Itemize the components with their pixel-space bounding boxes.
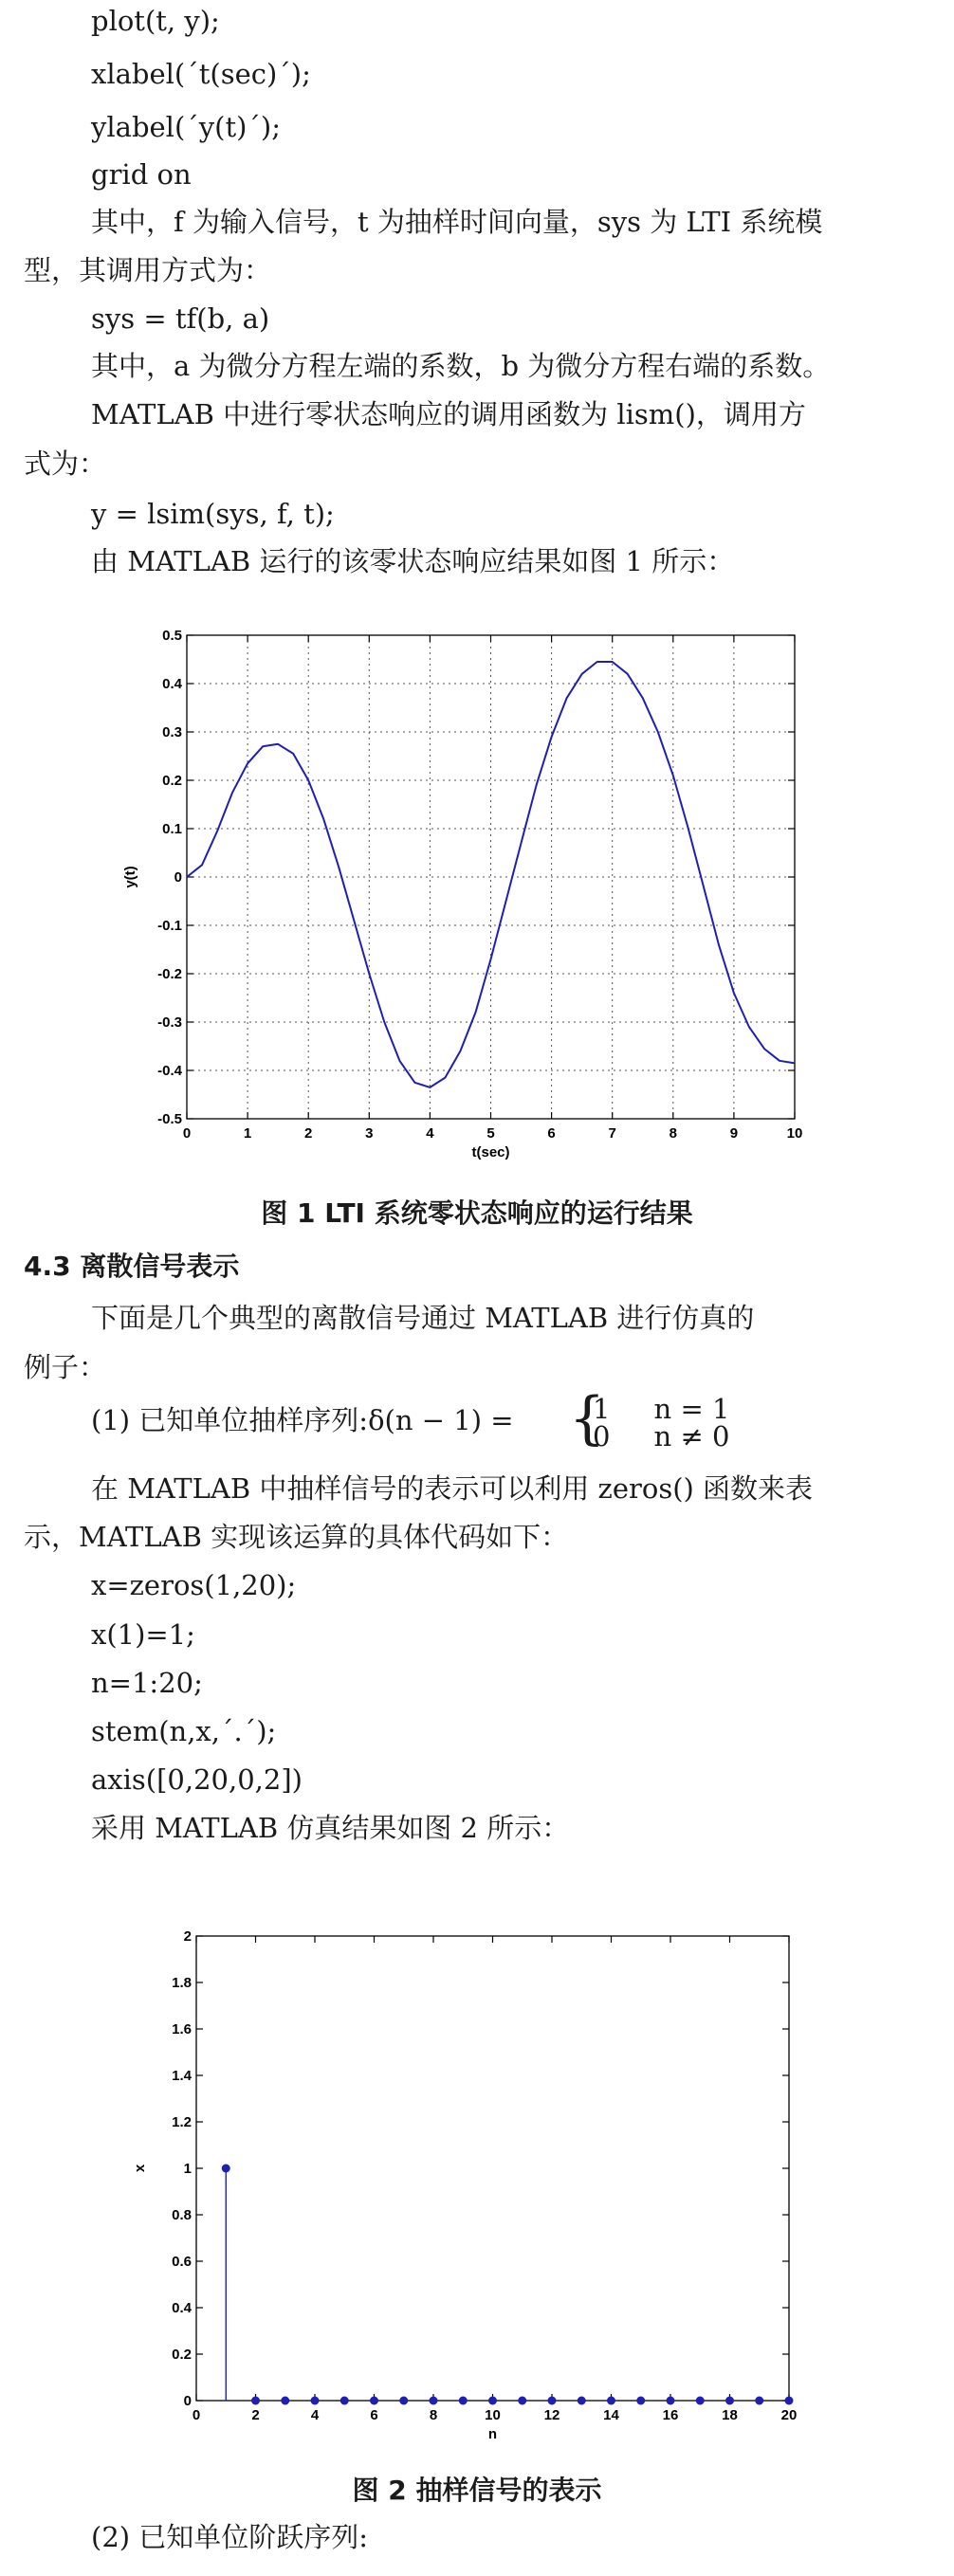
paragraph-line: 由 MATLAB 运行的该零状态响应结果如图 1 所示： <box>91 545 735 577</box>
section-heading: 4.3 离散信号表示 <box>24 1251 240 1282</box>
x-tick-label: 5 <box>486 1125 495 1142</box>
x-axis-label: t(sec) <box>471 1144 510 1160</box>
paragraph-line: 例子： <box>24 1351 107 1383</box>
formula-case: 0 n ≠ 0 <box>593 1420 730 1452</box>
stem-point <box>311 2397 320 2405</box>
x-tick-label: 16 <box>662 2407 679 2423</box>
stem-point <box>785 2397 794 2405</box>
stem-point <box>607 2397 615 2405</box>
paragraph-line: 其中，a 为微分方程左端的系数，b 为微分方程右端的系数。 <box>91 350 831 382</box>
paragraph-line: 型，其调用方式为： <box>24 254 272 286</box>
x-tick-label: 3 <box>365 1125 374 1142</box>
x-tick-label: 0 <box>182 1125 192 1142</box>
y-tick-label: -0.2 <box>157 966 182 982</box>
stem-point <box>430 2397 438 2405</box>
x-axis-label: n <box>487 2426 498 2442</box>
stem-point <box>578 2397 586 2405</box>
x-tick-label: 9 <box>729 1125 739 1142</box>
stem-point <box>488 2397 497 2405</box>
stem-point <box>281 2397 289 2405</box>
code-line: x=zeros(1,20); <box>91 1569 297 1601</box>
stem-point <box>548 2397 557 2405</box>
stem-point <box>370 2397 378 2405</box>
y-tick-label: 1.8 <box>172 1975 192 1991</box>
code-line: stem(n,x,´.´); <box>91 1715 277 1747</box>
formula-line: (1) 已知单位抽样序列:δ(n − 1) = <box>91 1404 514 1436</box>
y-tick-label: 0.8 <box>172 2207 192 2223</box>
stem-point <box>399 2397 408 2405</box>
code-line: y = lsim(sys, f, t); <box>91 498 335 530</box>
y-tick-label: -0.3 <box>157 1014 182 1031</box>
plot-frame <box>196 1936 789 2401</box>
y-axis-label: x <box>132 2164 148 2173</box>
y-tick-label: -0.5 <box>157 1111 182 1127</box>
y-tick-label: 1.2 <box>172 2114 192 2130</box>
figure-2-caption: 图 2 抽样信号的表示 <box>352 2475 602 2506</box>
code-line: x(1)=1; <box>91 1618 195 1651</box>
code-line: n=1:20; <box>91 1667 203 1699</box>
y-tick-label: -0.1 <box>157 918 182 934</box>
code-line: grid on <box>91 158 192 191</box>
y-tick-label: 0 <box>183 2393 192 2409</box>
paragraph-line: 示，MATLAB 实现该运算的具体代码如下： <box>24 1521 569 1553</box>
figure-1-caption: 图 1 LTI 系统零状态响应的运行结果 <box>261 1197 693 1229</box>
x-tick-label: 20 <box>780 2407 798 2423</box>
x-tick-label: 2 <box>251 2407 260 2423</box>
paragraph-line: 下面是几个典型的离散信号通过 MATLAB 进行仿真的 <box>91 1302 755 1334</box>
x-tick-label: 10 <box>485 2407 501 2423</box>
x-tick-label: 8 <box>429 2407 438 2423</box>
y-tick-label: 0.4 <box>162 676 182 692</box>
paragraph-line: 式为： <box>24 448 107 480</box>
stem-point <box>251 2397 260 2405</box>
y-tick-label: -0.4 <box>157 1063 182 1079</box>
stem-point <box>696 2397 705 2405</box>
x-tick-label: 18 <box>722 2407 738 2423</box>
x-tick-label: 2 <box>304 1125 313 1142</box>
y-tick-label: 0.6 <box>172 2254 192 2270</box>
paragraph-line: 其中，f 为输入信号，t 为抽样时间向量，sys 为 LTI 系统模 <box>91 206 823 238</box>
y-tick-label: 0.2 <box>162 773 182 789</box>
x-tick-label: 4 <box>426 1125 434 1142</box>
x-tick-label: 10 <box>786 1125 803 1142</box>
stem-point <box>725 2397 734 2405</box>
y-tick-label: 0.4 <box>172 2300 192 2316</box>
paragraph-line: 在 MATLAB 中抽样信号的表示可以利用 zeros() 函数来表 <box>91 1472 814 1505</box>
paragraph-line: 采用 MATLAB 仿真结果如图 2 所示： <box>91 1812 570 1844</box>
code-line: xlabel(´t(sec)´); <box>91 58 311 90</box>
paragraph-line: MATLAB 中进行零状态响应的调用函数为 lism()，调用方 <box>91 398 806 430</box>
y-tick-label: 2 <box>183 1928 192 1945</box>
y-tick-label: 0.5 <box>162 628 182 644</box>
stem-point <box>667 2397 675 2405</box>
y-tick-label: 1.4 <box>172 2068 192 2084</box>
x-tick-label: 8 <box>669 1125 677 1142</box>
x-tick-label: 1 <box>243 1125 252 1142</box>
y-axis-label: y(t) <box>122 866 138 888</box>
code-line: sys = tf(b, a) <box>91 302 270 335</box>
stem-point <box>459 2397 468 2405</box>
figure-1-line-chart <box>0 607 954 1190</box>
figure-2-stem-chart <box>0 1896 954 2465</box>
x-tick-label: 4 <box>310 2407 320 2423</box>
stem-point <box>755 2397 763 2405</box>
stem-point <box>518 2397 526 2405</box>
y-tick-label: 1 <box>183 2161 192 2177</box>
x-tick-label: 6 <box>547 1125 556 1142</box>
stem-point <box>340 2397 349 2405</box>
x-tick-label: 12 <box>543 2407 560 2423</box>
code-line: axis([0,20,0,2]) <box>91 1763 303 1796</box>
formula-case: 1 n = 1 <box>593 1393 730 1425</box>
paragraph-line: (2) 已知单位阶跃序列: <box>91 2521 369 2553</box>
x-tick-label: 14 <box>603 2407 619 2423</box>
stem-point <box>636 2397 645 2405</box>
x-tick-label: 6 <box>370 2407 378 2423</box>
y-tick-label: 1.6 <box>172 2021 192 2037</box>
formula-brace: { <box>569 1385 606 1452</box>
y-tick-label: 0 <box>174 869 182 886</box>
y-tick-label: 0.1 <box>162 821 182 837</box>
code-line: ylabel(´y(t)´); <box>91 111 282 143</box>
x-tick-label: 0 <box>192 2407 201 2423</box>
y-tick-label: 0.3 <box>162 724 182 740</box>
code-line: plot(t, y); <box>91 5 220 37</box>
x-tick-label: 7 <box>608 1125 616 1142</box>
y-tick-label: 0.2 <box>172 2347 192 2363</box>
stem-point <box>222 2165 230 2173</box>
